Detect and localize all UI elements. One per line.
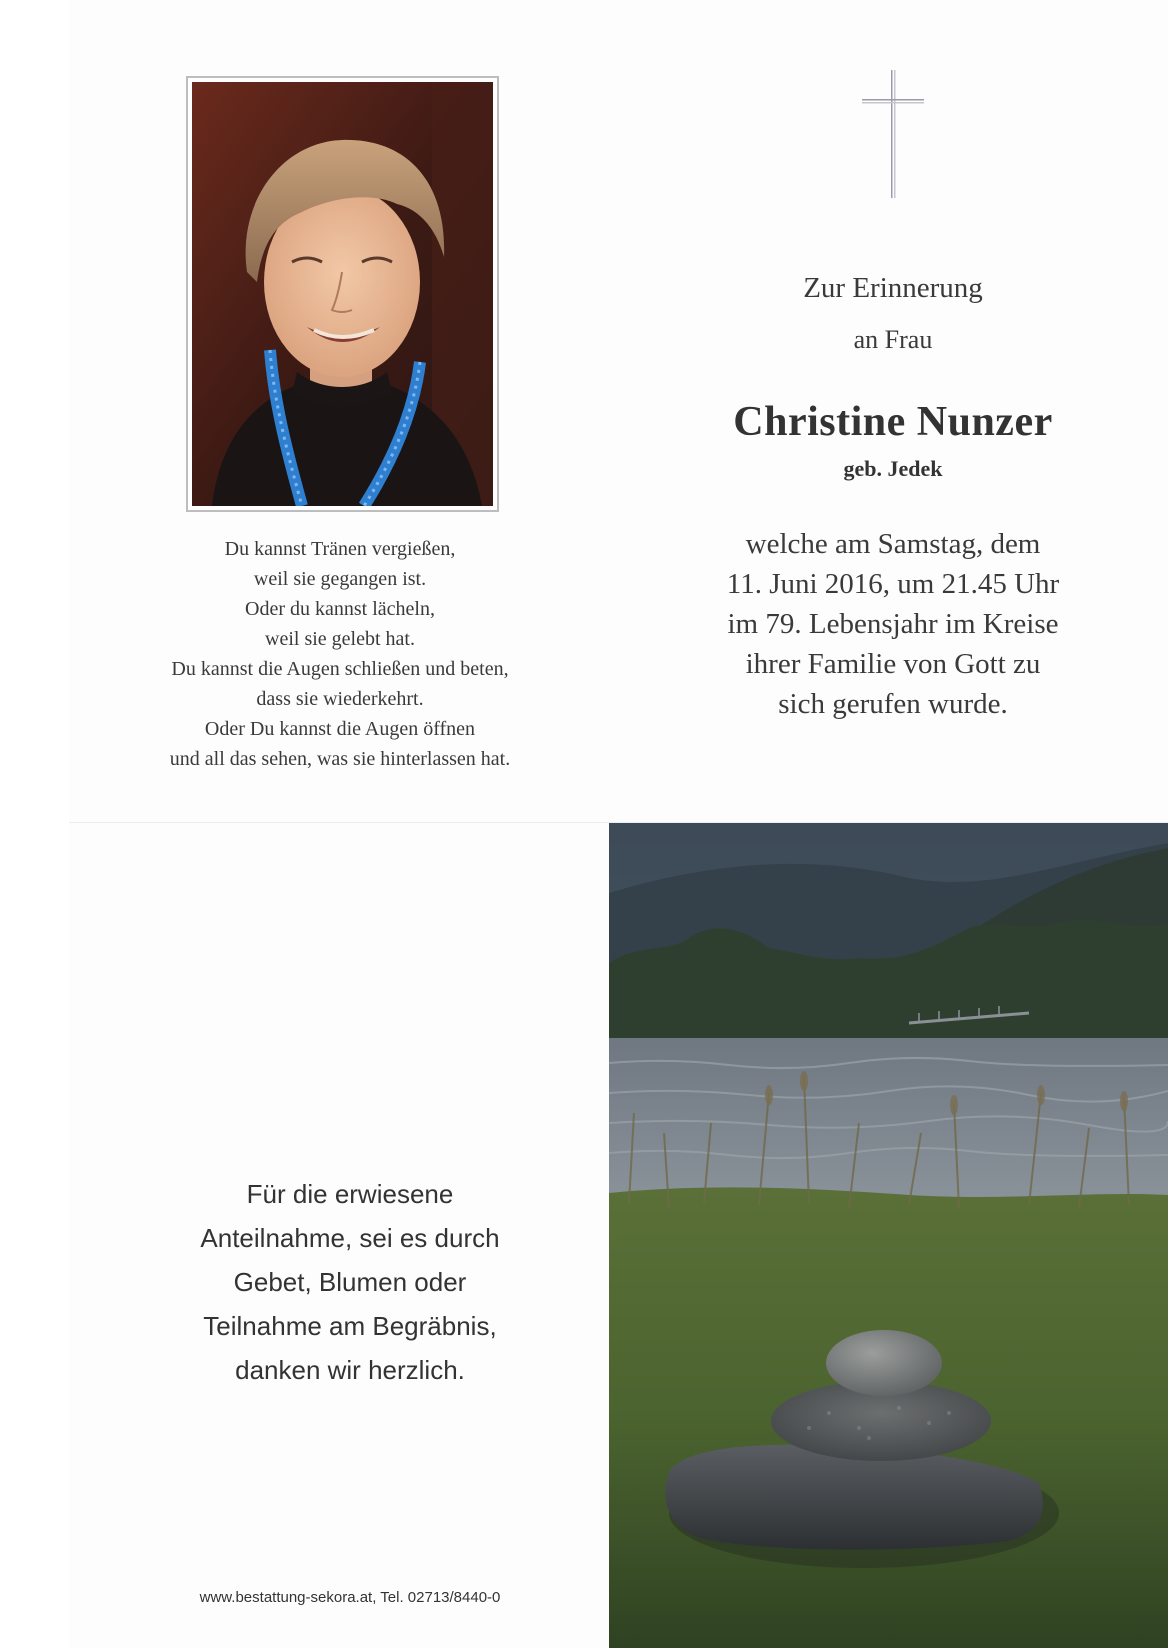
poem <box>110 534 570 774</box>
poem-line: Oder Du kannst die Augen öffnen <box>204 718 476 740</box>
deceased-name: Christine Nunzer <box>733 399 1053 445</box>
details-line: 11. Juni 2016, um 21.45 Uhr <box>726 568 1060 600</box>
details-line: ihrer Familie von Gott zu <box>745 648 1041 680</box>
thanks-line: Gebet, Blumen oder <box>233 1267 467 1297</box>
thanks-line: Für die erwiesene <box>246 1179 454 1209</box>
poem-line: weil sie gegangen ist. <box>253 568 427 590</box>
thanks-line: danken wir herzlich. <box>235 1355 465 1385</box>
thanks-line: Anteilnahme, sei es durch <box>200 1223 500 1253</box>
footer-contact: www.bestattung-sekora.at, Tel. 02713/8440-0 <box>199 1589 501 1606</box>
portrait-photo <box>192 82 493 506</box>
cross-icon <box>860 70 926 200</box>
poem-line: Du kannst die Augen schließen und beten, <box>171 658 509 680</box>
details-line: sich gerufen wurde. <box>778 688 1008 720</box>
poem-line: Du kannst Tränen vergießen, <box>224 538 456 560</box>
landscape-photo <box>609 823 1168 1648</box>
poem-line: dass sie wiederkehrt. <box>256 688 424 710</box>
memorial-details <box>670 524 1116 724</box>
memorial-salutation: an Frau <box>853 325 933 354</box>
poem-line: weil sie gelebt hat. <box>265 628 415 650</box>
maiden-name: geb. Jedek <box>843 456 943 481</box>
details-line: welche am Samstag, dem <box>745 528 1041 560</box>
thanks-line: Teilnahme am Begräbnis, <box>203 1311 497 1341</box>
poem-line: und all das sehen, was sie hinterlassen hat. <box>169 748 511 770</box>
thank-you-text <box>130 1172 570 1392</box>
portrait-frame <box>186 76 499 512</box>
poem-line: Oder du kannst lächeln, <box>245 598 435 620</box>
details-line: im 79. Lebensjahr im Kreise <box>727 608 1059 640</box>
memorial-intro: Zur Erinnerung <box>803 272 983 304</box>
